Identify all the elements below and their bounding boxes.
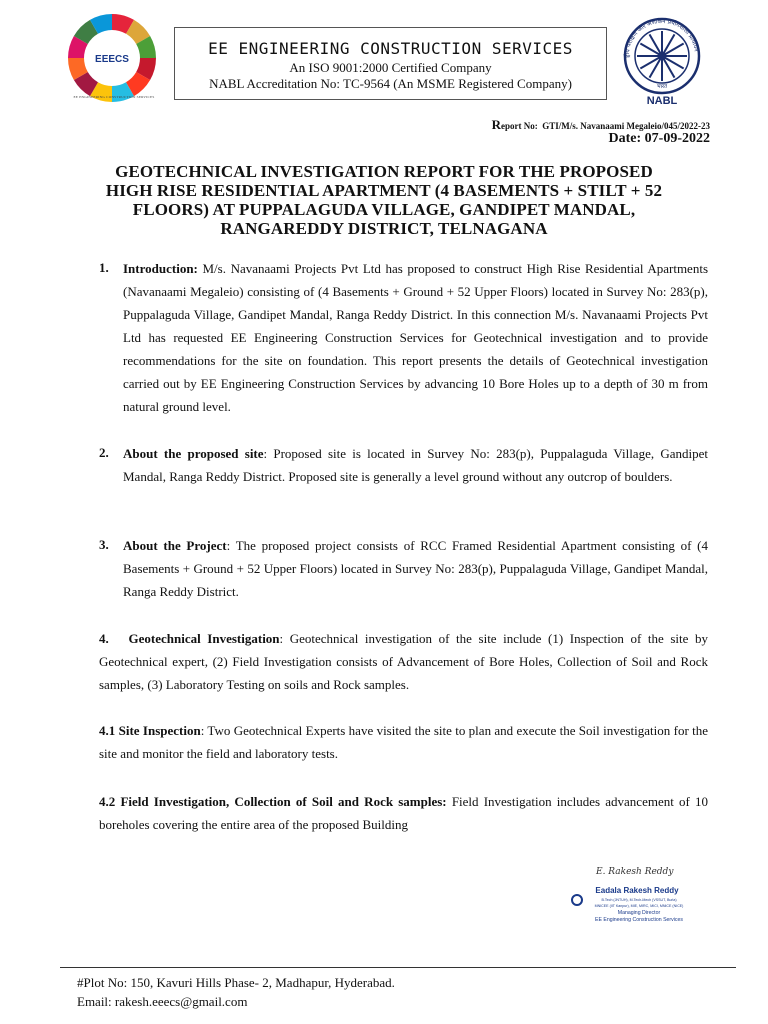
stamp-role: Managing Director <box>617 910 661 916</box>
company-logo <box>64 12 160 104</box>
section-text: : Proposed site is located in Survey No: 283(p), Puppalaguda Village, Gandipet Mandal, Ranga Reddy District. Proposed site is generally a level ground without any outcrop of boulders. <box>123 446 708 484</box>
footer-divider <box>60 967 736 968</box>
nabl-logo <box>613 16 711 108</box>
nabl-logo-top-text: ष्ट्रीय परीक्षण और अंशांकन प्रयोगशाला प्रत्यायन <box>623 17 700 58</box>
stamp-company: EE Engineering Construction Services <box>595 917 683 923</box>
nabl-accreditation: NABL Accreditation No: TC-9564 (An MSME Registered Company) <box>209 76 572 91</box>
section-number: 2. <box>99 445 109 460</box>
logo-text: EEECS <box>95 54 129 65</box>
sdg-wheel-logo-icon <box>64 12 160 104</box>
nabl-logo-label: NABL <box>646 95 678 107</box>
section-text: M/s. Navanaami Projects Pvt Ltd has proposed to construct High Rise Residential Apartments (Navanaami Megaleio) consisting of (4 Basements + Ground + 52 Upper Floors) located in Survey No: 283(p), Puppalaguda Village, Gandipet Mandal, Ranga Reddy District. In this connection M/s. Navanaami Projects Pvt Ltd has requested EE Engineering Construction Services for Geotechnical investigation and to provide recommendations for the site on foundation. This report presents the details of Geotechnical investigation carried out by EE Engineering Construction Services by advancing 10 Bore Holes up to a depth of 30 m from natural ground level. <box>123 261 708 414</box>
section-text: : Geotechnical investigation of the site include (1) Inspection of the site by Geotechnical expert, (2) Field Investigation consists of Advancement of Bore Holes, Collection of Soil and Rock samples, (3) Laboratory Testing on soils and Rock samples. <box>99 631 709 692</box>
signature-stamp-icon <box>566 860 708 932</box>
section-number: 4.2 <box>99 794 116 809</box>
nabl-logo-bottom-text: भारत <box>656 83 668 91</box>
stamp-name: Eadala Rakesh Reddy <box>595 886 679 895</box>
section-field-investigation <box>99 790 708 836</box>
footer-email: Email: rakesh.eeecs@gmail.com <box>77 994 248 1009</box>
section-heading: Introduction: <box>123 261 198 276</box>
iso-certification: An ISO 9001:2000 Certified Company <box>289 60 492 75</box>
svg-text:भारत <box>656 84 668 91</box>
section-introduction <box>123 257 708 418</box>
section-geotechnical-investigation <box>99 627 708 696</box>
section-number: 3. <box>99 537 109 552</box>
stamp-qualifications: B.Tech (JNTUH), M.Tech-Mech (VSSUT, Burla) <box>601 898 677 902</box>
section-number: 1. <box>99 260 109 275</box>
logo-caption: EE ENGINEERING CONSTRUCTION SERVICES <box>73 95 155 99</box>
section-heading: About the proposed site <box>123 446 264 461</box>
section-proposed-site <box>123 442 708 488</box>
stamp-memberships: MNICEE (IIT Kanpur), MIE, MIRC, MICI, MNICE (NICE) <box>594 904 684 908</box>
section-project <box>123 534 708 603</box>
document-title: GEOTECHNICAL INVESTIGATION REPORT FOR THE PROPOSED HIGH RISE RESIDENTIAL APARTMENT (4 BASEMENTS + STILT + 52 FLOORS) AT PUPPALAGUDA VILLAGE, GANDIPET MANDAL, RANGAREDDY DISTRICT, TELNAGANA <box>105 162 663 238</box>
section-text: : The proposed project consists of RCC Framed Residential Apartment consisting of (4 Basements + Ground + 52 Upper Floors) located in Survey No: 283(p), Puppalaguda Village, Gandipet Mandal, Ranga Reddy District. <box>123 538 708 599</box>
section-heading: About the Project <box>123 538 227 553</box>
section-heading: Geotechnical Investigation <box>128 631 280 646</box>
section-heading: Field Investigation, Collection of Soil and Rock samples: <box>120 794 447 809</box>
report-date: Date: 07-09-2022 <box>608 131 710 146</box>
report-number: Report No: GTI/M/s. Navanaami Megaleio/045/2022-23 <box>491 117 710 132</box>
company-name: EE ENGINEERING CONSTRUCTION SERVICES <box>208 39 573 58</box>
section-number: 4. <box>99 631 109 646</box>
section-number: 4.1 <box>99 723 116 738</box>
nabl-seal-icon <box>613 16 711 108</box>
footer-address: #Plot No: 150, Kavuri Hills Phase- 2, Madhapur, Hyderabad. <box>77 975 395 990</box>
section-heading: Site Inspection <box>118 723 201 738</box>
signature-stamp <box>566 860 708 932</box>
section-text: : Two Geotechnical Experts have visited the site to plan and execute the Soil investigation for the site and monitor the field and laboratory tests. <box>99 723 709 761</box>
company-header <box>174 27 607 100</box>
section-site-inspection <box>99 719 708 765</box>
section-text: Field Investigation includes advancement of 10 boreholes covering the entire area of the proposed Building <box>99 794 709 832</box>
handwritten-signature: E. Rakesh Reddy <box>596 867 674 877</box>
footer <box>77 973 395 1011</box>
